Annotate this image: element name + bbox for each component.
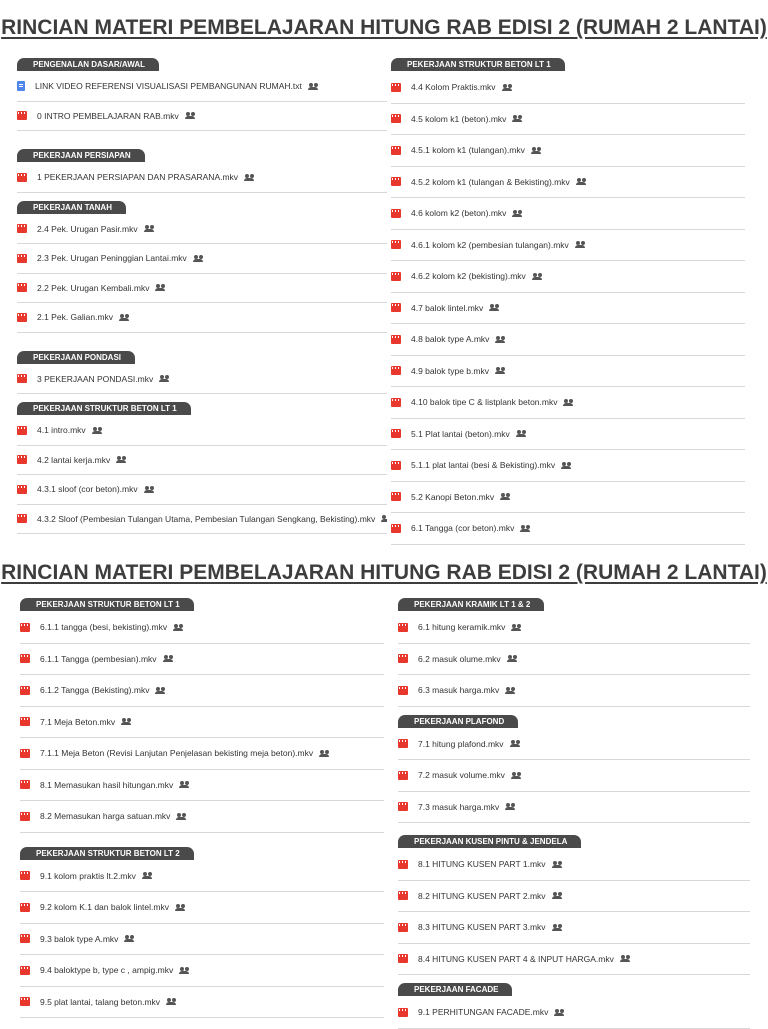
file-name: 7.2 masuk volume.mkv: [418, 770, 505, 781]
file-list-item[interactable]: [17, 274, 387, 304]
section: [17, 145, 387, 193]
shared-users-icon: [507, 655, 518, 662]
shared-users-icon: [576, 178, 587, 185]
file-name: 4.5.2 kolom k1 (tulangan & Bekisting).mkv: [411, 176, 570, 187]
file-list-item[interactable]: [391, 135, 745, 167]
section-header: PENGENALAN DASAR/AWAL: [17, 58, 159, 71]
file-list-item[interactable]: [17, 505, 387, 535]
shared-users-icon: [563, 399, 574, 406]
section-header: PEKERJAAN FACADE: [398, 983, 512, 996]
video-icon: [391, 146, 401, 155]
shared-users-icon: [489, 304, 500, 311]
shared-users-icon: [500, 493, 511, 500]
section-header: PEKERJAAN STRUKTUR BETON LT 1: [17, 402, 191, 415]
file-name: 7.3 masuk harga.mkv: [418, 801, 500, 812]
video-icon: [398, 891, 408, 900]
file-list-item[interactable]: [17, 102, 387, 132]
video-icon: [398, 954, 408, 963]
section: [398, 711, 750, 824]
section: [398, 831, 750, 975]
file-list-item[interactable]: [398, 644, 750, 676]
section-header: PEKERJAAN PLAFOND: [398, 715, 518, 728]
shared-users-icon: [511, 772, 522, 779]
file-list-item[interactable]: [398, 792, 750, 824]
section: [398, 979, 750, 1029]
file-list-item[interactable]: [391, 387, 745, 419]
shared-users-icon: [511, 624, 522, 631]
file-list-item[interactable]: [17, 416, 387, 446]
video-icon: [17, 514, 27, 523]
shared-users-icon: [502, 84, 513, 91]
shared-users-icon: [516, 430, 527, 437]
section: [20, 843, 384, 1019]
shared-users-icon: [142, 872, 153, 879]
file-name: 9.2 kolom K.1 dan balok lintel.mkv: [40, 902, 169, 913]
video-icon: [17, 313, 27, 322]
file-name: 2.4 Pek. Urugan Pasir.mkv: [37, 223, 138, 234]
video-icon: [17, 173, 27, 182]
file-name: 6.2 masuk olume.mkv: [418, 653, 501, 664]
file-list-item[interactable]: [391, 167, 745, 199]
video-icon: [391, 398, 401, 407]
file-name: 8.4 HITUNG KUSEN PART 4 & INPUT HARGA.mkv: [418, 953, 614, 964]
video-icon: [20, 903, 30, 912]
file-list-item[interactable]: [391, 230, 745, 262]
video-icon: [17, 374, 27, 383]
video-icon: [17, 485, 27, 494]
file-list-item[interactable]: [391, 104, 745, 136]
file-list-item[interactable]: [398, 944, 750, 976]
file-name: LINK VIDEO REFERENSI VISUALISASI PEMBANGUNAN RUMAH.txt: [35, 81, 302, 92]
video-icon: [391, 366, 401, 375]
file-list-item[interactable]: [20, 707, 384, 739]
video-icon: [391, 177, 401, 186]
video-icon: [17, 111, 27, 120]
shared-users-icon: [510, 740, 521, 747]
section-header: PEKERJAAN STRUKTUR BETON LT 1: [391, 58, 565, 71]
video-icon: [398, 923, 408, 932]
shared-users-icon: [155, 687, 166, 694]
shared-users-icon: [121, 718, 132, 725]
shared-users-icon: [175, 904, 186, 911]
file-name: 4.3.2 Sloof (Pembesian Tulangan Utama, Pembesian Tulangan Sengkang, Bekisting).mkv: [37, 513, 376, 524]
file-list-item[interactable]: [398, 675, 750, 707]
file-list-item[interactable]: [20, 955, 384, 987]
file-name: 8.2 HITUNG KUSEN PART 2.mkv: [418, 890, 546, 901]
video-icon: [391, 114, 401, 123]
file-list-item[interactable]: [20, 801, 384, 833]
file-name: 4.6.2 kolom k2 (bekisting).mkv: [411, 271, 526, 282]
file-name: 3 PEKERJAAN PONDASI.mkv: [37, 373, 154, 384]
shared-users-icon: [552, 924, 563, 931]
video-icon: [20, 654, 30, 663]
shared-users-icon: [505, 803, 516, 810]
file-list-item[interactable]: [17, 215, 387, 245]
section-header: PEKERJAAN KUSEN PINTU & JENDELA: [398, 835, 581, 848]
file-list-item[interactable]: [17, 244, 387, 274]
file-list-item[interactable]: [398, 760, 750, 792]
section-header: PEKERJAAN TANAH: [17, 201, 126, 214]
file-name: 6.1.1 Tangga (pembesian).mkv: [40, 653, 157, 664]
file-name: 7.1 Meja Beton.mkv: [40, 716, 116, 727]
video-icon: [398, 739, 408, 748]
shared-users-icon: [381, 515, 387, 522]
section-header: PEKERJAAN PERSIAPAN: [17, 149, 145, 162]
shared-users-icon: [166, 998, 177, 1005]
shared-users-icon: [185, 112, 196, 119]
video-icon: [391, 83, 401, 92]
file-list-item[interactable]: [391, 198, 745, 230]
shared-users-icon: [308, 83, 319, 90]
file-list-item[interactable]: [391, 261, 745, 293]
shared-users-icon: [531, 147, 542, 154]
file-name: 6.3 masuk harga.mkv: [418, 685, 500, 696]
video-icon: [20, 871, 30, 880]
panel1-right-column: [391, 54, 745, 545]
video-icon: [17, 254, 27, 263]
video-icon: [391, 303, 401, 312]
file-name: 4.2 lantai kerja.mkv: [37, 454, 111, 465]
shared-users-icon: [495, 336, 506, 343]
shared-users-icon: [119, 314, 130, 321]
file-name: 4.7 balok lintel.mkv: [411, 302, 484, 313]
shared-users-icon: [319, 750, 330, 757]
video-icon: [398, 1008, 408, 1017]
video-icon: [20, 812, 30, 821]
file-name: 4.10 balok tipe C & listplank beton.mkv: [411, 397, 558, 408]
file-list-item[interactable]: [17, 303, 387, 333]
file-list-item[interactable]: [20, 612, 384, 644]
shared-users-icon: [179, 967, 190, 974]
section: [391, 54, 745, 545]
file-name: 5.1 Plat lantai (beton).mkv: [411, 428, 510, 439]
file-name: 6.1.1 tangga (besi, bekisting).mkv: [40, 622, 168, 633]
video-icon: [20, 780, 30, 789]
file-list-item[interactable]: [398, 612, 750, 644]
section: [20, 594, 384, 833]
video-icon: [398, 623, 408, 632]
panel1-left-column: [17, 54, 387, 534]
video-icon: [20, 686, 30, 695]
section: [17, 347, 387, 395]
video-icon: [20, 997, 30, 1006]
shared-users-icon: [554, 1009, 565, 1016]
video-icon: [20, 623, 30, 632]
file-name: 4.8 balok type A.mkv: [411, 334, 490, 345]
file-list-item[interactable]: [391, 293, 745, 325]
video-icon: [391, 335, 401, 344]
video-icon: [391, 209, 401, 218]
file-name: 7.1.1 Meja Beton (Revisi Lanjutan Penjelasan bekisting meja beton).mkv: [40, 748, 314, 759]
file-name: 6.1 Tangga (cor beton).mkv: [411, 523, 515, 534]
file-list-item[interactable]: [20, 987, 384, 1019]
file-list-item[interactable]: [391, 324, 745, 356]
file-name: 4.4 Kolom Praktis.mkv: [411, 82, 496, 93]
section-header: PEKERJAAN KRAMIK LT 1 & 2: [398, 598, 544, 611]
shared-users-icon: [575, 241, 586, 248]
file-name: 4.6 kolom k2 (beton).mkv: [411, 208, 507, 219]
section-header: PEKERJAAN STRUKTUR BETON LT 1: [20, 598, 194, 611]
shared-users-icon: [144, 486, 155, 493]
shared-users-icon: [179, 781, 190, 788]
shared-users-icon: [512, 210, 523, 217]
section: [398, 594, 750, 707]
file-name: 0 INTRO PEMBELAJARAN RAB.mkv: [37, 110, 179, 121]
video-icon: [17, 426, 27, 435]
file-list-item[interactable]: [17, 365, 387, 395]
file-list-item[interactable]: [17, 163, 387, 193]
video-icon: [391, 524, 401, 533]
file-name: 2.3 Pek. Urugan Peninggian Lantai.mkv: [37, 253, 187, 264]
shared-users-icon: [92, 427, 103, 434]
video-icon: [398, 802, 408, 811]
video-icon: [20, 934, 30, 943]
shared-users-icon: [244, 174, 255, 181]
shared-users-icon: [155, 284, 166, 291]
section-header: PEKERJAAN PONDASI: [17, 351, 135, 364]
video-icon: [20, 966, 30, 975]
file-name: 6.1 hitung keramik.mkv: [418, 622, 506, 633]
shared-users-icon: [552, 861, 563, 868]
video-icon: [391, 240, 401, 249]
shared-users-icon: [495, 367, 506, 374]
file-name: 9.5 plat lantai, talang beton.mkv: [40, 996, 161, 1007]
doc-icon: [17, 81, 25, 91]
video-icon: [398, 860, 408, 869]
section: [17, 197, 387, 333]
file-list-item[interactable]: [391, 419, 745, 451]
shared-users-icon: [116, 456, 127, 463]
shared-users-icon: [193, 255, 204, 262]
video-icon: [398, 686, 408, 695]
shared-users-icon: [176, 813, 187, 820]
panel2-right-column: [398, 594, 750, 1029]
file-list-item[interactable]: [398, 729, 750, 761]
file-name: 2.1 Pek. Galian.mkv: [37, 312, 114, 323]
file-list-item[interactable]: [391, 356, 745, 388]
panel2-left-column: [20, 594, 384, 1018]
video-icon: [398, 654, 408, 663]
video-icon: [20, 749, 30, 758]
file-name: 2.2 Pek. Urugan Kembali.mkv: [37, 282, 150, 293]
video-icon: [17, 455, 27, 464]
video-icon: [391, 461, 401, 470]
file-list-item[interactable]: [20, 861, 384, 893]
shared-users-icon: [124, 935, 135, 942]
file-name: 4.1 intro.mkv: [37, 425, 86, 436]
file-name: 9.1 PERHITUNGAN FACADE.mkv: [418, 1007, 549, 1018]
file-list-item[interactable]: [20, 675, 384, 707]
file-name: 9.4 baloktype b, type c , ampig.mkv: [40, 965, 174, 976]
video-icon: [20, 717, 30, 726]
file-list-item[interactable]: [398, 881, 750, 913]
page-title: RINCIAN MATERI PEMBELAJARAN HITUNG RAB EDISI 2 (RUMAH 2 LANTAI): [1, 16, 767, 39]
file-name: 4.3.1 sloof (cor beton).mkv: [37, 484, 138, 495]
shared-users-icon: [552, 892, 563, 899]
shared-users-icon: [520, 525, 531, 532]
file-name: 8.3 HITUNG KUSEN PART 3.mkv: [418, 922, 546, 933]
file-name: 6.1.2 Tangga (Bekisting).mkv: [40, 685, 150, 696]
section: [17, 54, 387, 131]
file-list-item[interactable]: [17, 72, 387, 102]
file-name: 1 PEKERJAAN PERSIAPAN DAN PRASARANA.mkv: [37, 172, 239, 183]
file-list-item[interactable]: [391, 450, 745, 482]
file-name: 8.1 Memasukan hasil hitungan.mkv: [40, 779, 174, 790]
file-list-item[interactable]: [391, 72, 745, 104]
shared-users-icon: [532, 273, 543, 280]
file-list-item[interactable]: [20, 644, 384, 676]
video-icon: [17, 283, 27, 292]
video-icon: [17, 224, 27, 233]
file-name: 8.1 HITUNG KUSEN PART 1.mkv: [418, 859, 546, 870]
shared-users-icon: [173, 624, 184, 631]
video-icon: [391, 492, 401, 501]
file-list-item[interactable]: [398, 912, 750, 944]
page-title: RINCIAN MATERI PEMBELAJARAN HITUNG RAB EDISI 2 (RUMAH 2 LANTAI): [1, 561, 767, 584]
file-name: 5.2 Kanopi Beton.mkv: [411, 491, 495, 502]
file-list-item[interactable]: [391, 482, 745, 514]
section: [17, 398, 387, 534]
file-name: 9.1 kolom praktis lt.2.mkv: [40, 870, 136, 881]
shared-users-icon: [505, 687, 516, 694]
file-list-item[interactable]: [17, 475, 387, 505]
shared-users-icon: [620, 955, 631, 962]
section-header: PEKERJAAN STRUKTUR BETON LT 2: [20, 847, 194, 860]
file-name: 8.2 Memasukan harga satuan.mkv: [40, 811, 171, 822]
file-list-item[interactable]: [17, 446, 387, 476]
file-name: 7.1 hitung plafond.mkv: [418, 738, 504, 749]
file-name: 9.3 balok type A.mkv: [40, 933, 119, 944]
video-icon: [398, 771, 408, 780]
video-icon: [391, 429, 401, 438]
file-name: 4.5.1 kolom k1 (tulangan).mkv: [411, 145, 525, 156]
file-list-item[interactable]: [20, 924, 384, 956]
file-name: 4.6.1 kolom k2 (pembesian tulangan).mkv: [411, 239, 569, 250]
file-list-item[interactable]: [20, 738, 384, 770]
file-name: 4.9 balok type b.mkv: [411, 365, 489, 376]
file-list-item[interactable]: [398, 849, 750, 881]
file-name: 5.1.1 plat lantai (besi & Bekisting).mkv: [411, 460, 556, 471]
file-name: 4.5 kolom k1 (beton).mkv: [411, 113, 507, 124]
shared-users-icon: [163, 655, 174, 662]
shared-users-icon: [144, 225, 155, 232]
file-list-item[interactable]: [391, 513, 745, 545]
shared-users-icon: [512, 115, 523, 122]
file-list-item[interactable]: [20, 770, 384, 802]
shared-users-icon: [561, 462, 572, 469]
shared-users-icon: [159, 375, 170, 382]
video-icon: [391, 272, 401, 281]
file-list-item[interactable]: [20, 892, 384, 924]
